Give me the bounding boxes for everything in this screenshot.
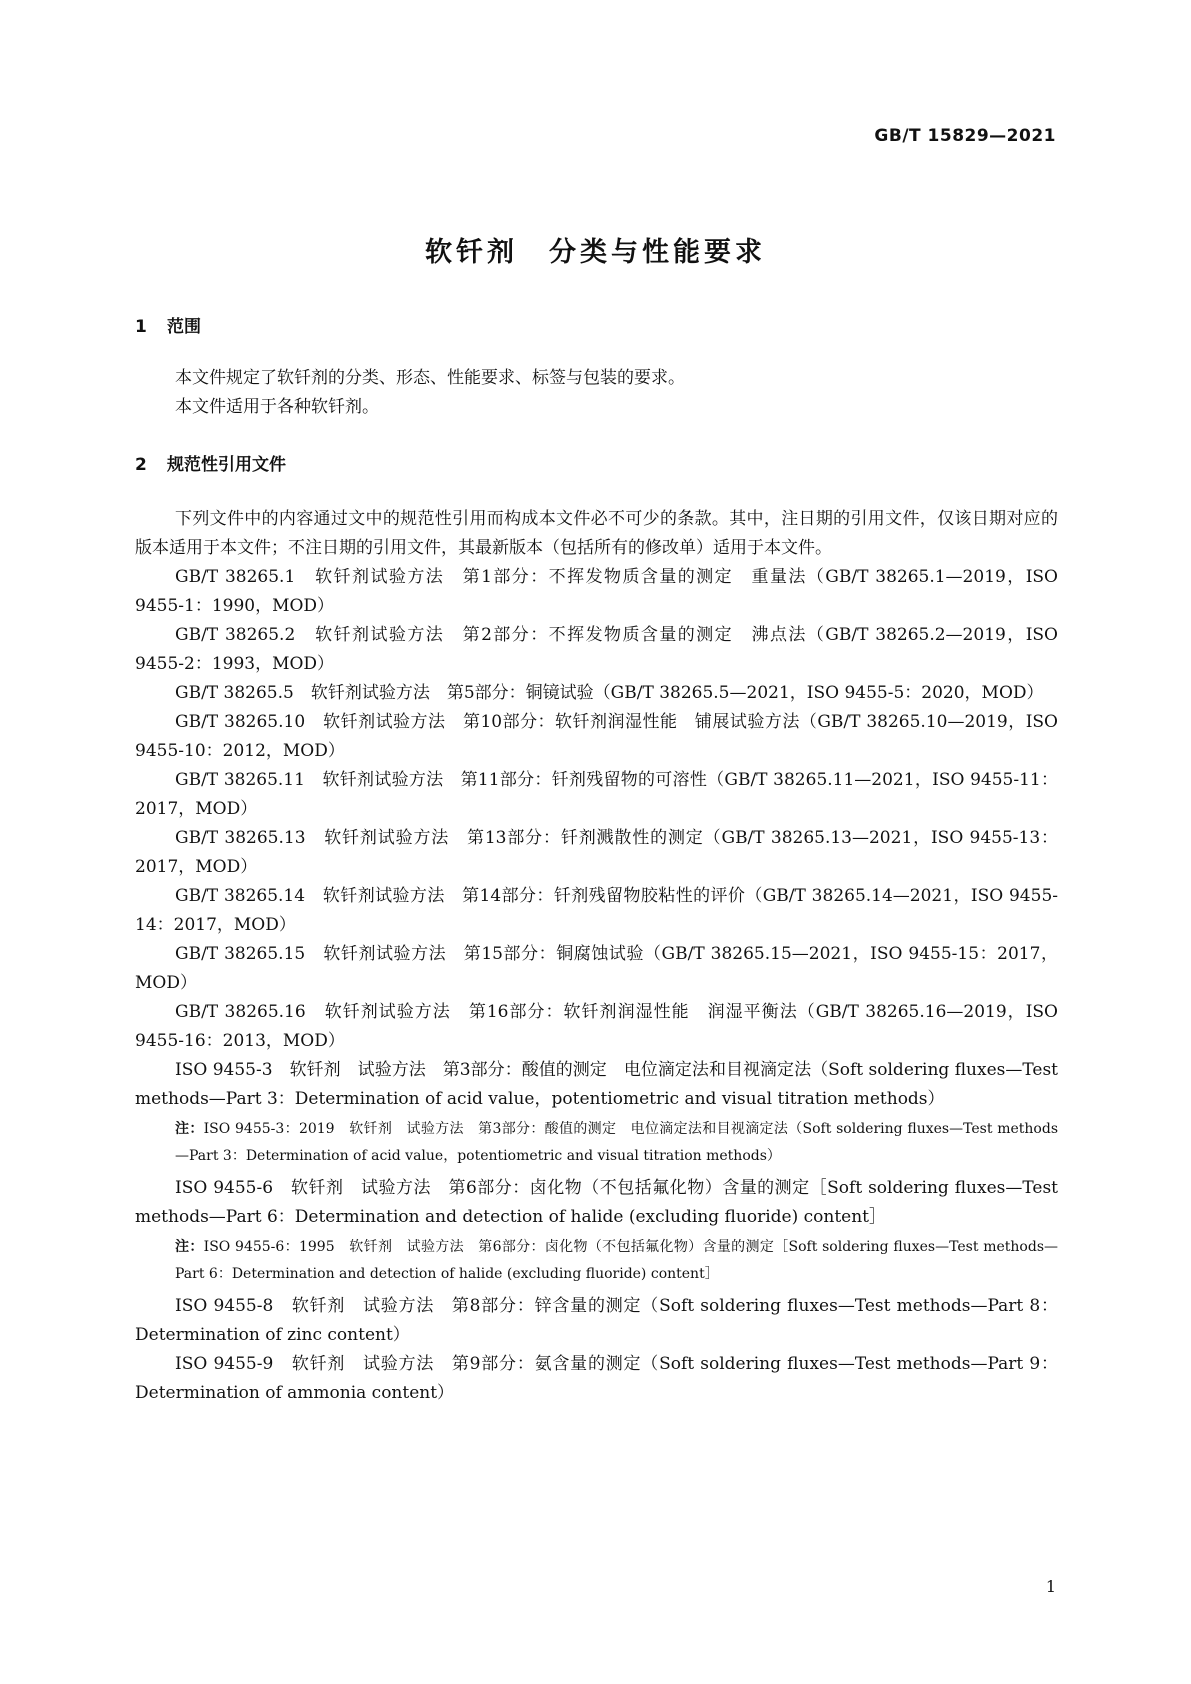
section-2-title: 规范性引用文件: [167, 455, 286, 475]
reference-item: GB/T 38265.16 软钎剂试验方法 第16部分：软钎剂润湿性能 润湿平衡法（GB/T 38265.16—2019，ISO 9455-16：2013，MOD）: [135, 1002, 1058, 1051]
scope-paragraph-2: 本文件适用于各种软钎剂。: [175, 397, 379, 417]
note-label: 注：: [175, 1121, 204, 1137]
reference-item: ISO 9455-6 软钎剂 试验方法 第6部分：卤化物（不包括氟化物）含量的测定［Soft soldering fluxes—Test methods—Part 6：Determination and detection of halide (excluding fluoride) content］: [135, 1178, 1058, 1227]
section-1-heading: [135, 312, 201, 337]
reference-item: GB/T 38265.14 软钎剂试验方法 第14部分：钎剂残留物胶粘性的评价（GB/T 38265.14—2021，ISO 9455-14：2017，MOD）: [135, 886, 1058, 935]
note-iso-9455-6: [175, 1234, 1058, 1288]
reference-item: ISO 9455-9 软钎剂 试验方法 第9部分：氨含量的测定（Soft soldering fluxes—Test methods—Part 9：Determination of ammonia content）: [135, 1354, 1058, 1403]
note-label: 注：: [175, 1239, 204, 1255]
reference-item: GB/T 38265.11 软钎剂试验方法 第11部分：钎剂残留物的可溶性（GB/T 38265.11—2021，ISO 9455-11：2017，MOD）: [135, 770, 1058, 819]
reference-item: GB/T 38265.15 软钎剂试验方法 第15部分：铜腐蚀试验（GB/T 38265.15—2021，ISO 9455-15：2017，MOD）: [135, 944, 1058, 993]
note-text: ISO 9455-3：2019 软钎剂 试验方法 第3部分：酸值的测定 电位滴定法和目视滴定法（Soft soldering fluxes—Test methods—Part 3：Determination of acid value，potentiometric and visual titration methods）: [175, 1121, 1059, 1164]
scope-paragraph-1: 本文件规定了软钎剂的分类、形态、性能要求、标签与包装的要求。: [175, 368, 685, 388]
reference-item: ISO 9455-8 软钎剂 试验方法 第8部分：锌含量的测定（Soft soldering fluxes—Test methods—Part 8：Determination of zinc content）: [135, 1296, 1058, 1345]
reference-item: GB/T 38265.2 软钎剂试验方法 第2部分：不挥发物质含量的测定 沸点法（GB/T 38265.2—2019，ISO 9455-2：1993，MOD）: [135, 625, 1058, 674]
note-iso-9455-3: [175, 1116, 1058, 1170]
section-2-heading: [135, 450, 286, 475]
section-2-body: [135, 505, 1058, 1408]
standard-number: GB/T 15829—2021: [874, 126, 1056, 146]
section-2-number: 2: [135, 455, 147, 475]
note-text: ISO 9455-6：1995 软钎剂 试验方法 第6部分：卤化物（不包括氟化物）含量的测定［Soft soldering fluxes—Test methods—Part 6：Determination and detection of halide (excluding fluoride) content］: [175, 1239, 1059, 1282]
page-number: 1: [1045, 1577, 1056, 1596]
section-1-body: [135, 364, 1058, 422]
document-title: 软钎剂 分类与性能要求: [425, 237, 766, 268]
section-1-number: 1: [135, 317, 147, 337]
reference-item: GB/T 38265.13 软钎剂试验方法 第13部分：钎剂溅散性的测定（GB/T 38265.13—2021，ISO 9455-13：2017，MOD）: [135, 828, 1058, 877]
reference-item: GB/T 38265.1 软钎剂试验方法 第1部分：不挥发物质含量的测定 重量法（GB/T 38265.1—2019，ISO 9455-1：1990，MOD）: [135, 567, 1058, 616]
reference-item: GB/T 38265.5 软钎剂试验方法 第5部分：铜镜试验（GB/T 38265.5—2021，ISO 9455-5：2020，MOD）: [175, 683, 1044, 703]
section-1-title: 范围: [167, 317, 201, 337]
normative-intro: 下列文件中的内容通过文中的规范性引用而构成本文件必不可少的条款。其中，注日期的引用文件，仅该日期对应的版本适用于本文件；不注日期的引用文件，其最新版本（包括所有的修改单）适用于本文件。: [135, 509, 1058, 558]
reference-item: ISO 9455-3 软钎剂 试验方法 第3部分：酸值的测定 电位滴定法和目视滴定法（Soft soldering fluxes—Test methods—Part 3：Determination of acid value，potentiometric and visual titration methods）: [135, 1060, 1058, 1109]
reference-item: GB/T 38265.10 软钎剂试验方法 第10部分：软钎剂润湿性能 铺展试验方法（GB/T 38265.10—2019，ISO 9455-10：2012，MOD）: [135, 712, 1058, 761]
